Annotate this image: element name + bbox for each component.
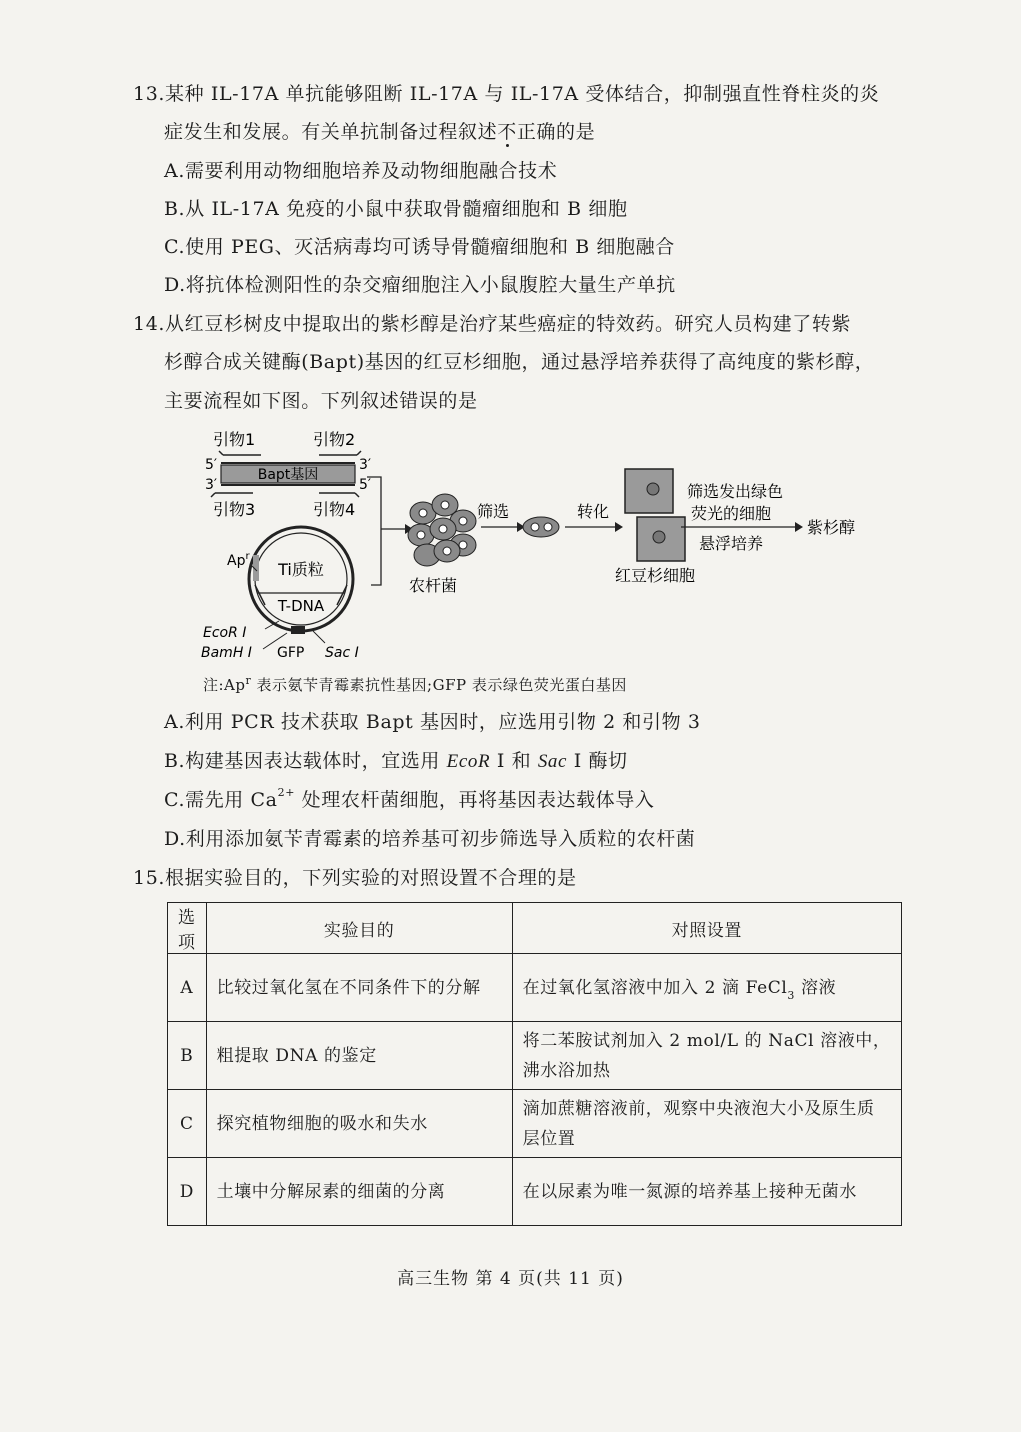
q14-flow-diagram: [195, 425, 875, 665]
header-control: 对照设置: [512, 903, 901, 954]
gfp-label: GFP: [277, 645, 305, 661]
row-goal: 比较过氧化氢在不同条件下的分解: [206, 954, 512, 1022]
table-row: [168, 1158, 902, 1226]
yew-cells-label: 红豆杉细胞: [615, 566, 696, 585]
q13-option-b: B.从 IL-17A 免疫的小鼠中获取骨髓瘤细胞和 B 细胞: [164, 198, 628, 220]
saci-label: Sac Ⅰ: [325, 645, 359, 661]
table-row: [168, 1022, 902, 1090]
primer1-label: 引物1: [213, 430, 256, 449]
q13-stem-text: 症发生和发展。有关单抗制备过程叙述: [164, 121, 498, 143]
row-goal: 粗提取 DNA 的鉴定: [206, 1022, 512, 1090]
bamhi-label: BamH Ⅰ: [201, 645, 252, 661]
five-prime-top: 5′: [205, 457, 218, 473]
ecori-label: EcoR Ⅰ: [203, 625, 247, 641]
q14-stem-line3: 主要流程如下图。下列叙述错误的是: [164, 390, 478, 412]
table-row: [168, 954, 902, 1022]
screen-label: 筛选: [477, 502, 510, 521]
q13-option-c: C.使用 PEG、灭活病毒均可诱导骨髓瘤细胞和 B 细胞融合: [164, 236, 675, 258]
q14-option-a: A.利用 PCR 技术获取 Bapt 基因时，应选用引物 2 和引物 3: [164, 711, 701, 733]
screen-green-label-2: 荧光的细胞: [691, 504, 772, 523]
header-option: 选项: [168, 903, 207, 954]
three-prime-top: 3′: [359, 457, 372, 473]
q14-option-c: C.需先用 $Ca^{2+}$ 处理农杆菌细胞，再将基因表达载体导入: [164, 786, 655, 811]
primer3-label: 引物3: [213, 500, 256, 519]
tdna-label: T-DNA: [277, 597, 325, 615]
row-control: 在以尿素为唯一氮源的培养基上接种无菌水: [512, 1158, 901, 1226]
q14-option-d: D.利用添加氨苄青霉素的培养基可初步筛选导入质粒的农杆菌: [164, 828, 696, 850]
gfp-segment: [291, 626, 305, 634]
row-control: 在过氧化氢溶液中加入 2 滴 FeCl3 溶液: [512, 954, 901, 1022]
q15-stem: 15.根据实验目的，下列实验的对照设置不合理的是: [133, 867, 577, 889]
primer2-label: 引物2: [313, 430, 356, 449]
row-control: 滴加蔗糖溶液前，观察中央液泡大小及原生质层位置: [512, 1090, 901, 1158]
table-row: [168, 1090, 902, 1158]
taxol-label: 紫杉醇: [807, 518, 856, 537]
q14-stem-line2: 杉醇合成关键酶(Bapt)基因的红豆杉细胞，通过悬浮培养获得了高纯度的紫杉醇，: [164, 351, 875, 373]
q13-stem-line1: 13.某种 IL-17A 单抗能够阻断 IL-17A 与 IL-17A 受体结合，抑制强直性脊柱炎的炎: [133, 83, 880, 105]
ti-plasmid-label: Ti质粒: [278, 560, 324, 579]
row-option: B: [168, 1022, 207, 1090]
agrobacterium-label: 农杆菌: [409, 576, 458, 595]
primer4-label: 引物4: [313, 500, 356, 519]
row-goal: 土壤中分解尿素的细菌的分离: [206, 1158, 512, 1226]
q15-table: [167, 902, 902, 1226]
header-goal: 实验目的: [206, 903, 512, 954]
q13-option-d: D.将抗体检测阳性的杂交瘤细胞注入小鼠腹腔大量生产单抗: [164, 274, 676, 296]
agrobacterium-cluster: [408, 494, 476, 566]
page-footer: 高三生物 第 4 页(共 11 页): [397, 1269, 624, 1289]
row-option: D: [168, 1158, 207, 1226]
five-prime-bottom: 5′: [359, 477, 372, 493]
selected-agrobacterium: [523, 517, 559, 537]
q13-option-a: A.需要利用动物细胞培养及动物细胞融合技术: [164, 160, 558, 182]
ti-plasmid-circle: [249, 527, 353, 631]
row-option: C: [168, 1090, 207, 1158]
suspension-label: 悬浮培养: [699, 534, 764, 553]
q13-stem-line2: [164, 118, 595, 146]
row-option: A: [168, 954, 207, 1022]
q14-diagram-note: 注:Ap$^r$ 表示氨苄青霉素抗性基因;GFP 表示绿色荧光蛋白基因: [203, 674, 627, 694]
three-prime-bottom: 3′: [205, 477, 218, 493]
q14-option-b: B.构建基因表达载体时，宜选用 EcoR Ⅰ 和 Sac Ⅰ 酶切: [164, 750, 628, 772]
q14-stem-line1: 14.从红豆杉树皮中提取出的紫杉醇是治疗某些癌症的特效药。研究人员构建了转紫: [133, 313, 852, 335]
screen-green-label-1: 筛选发出绿色: [687, 482, 784, 501]
table-header-row: [168, 903, 902, 954]
apr-label: Ap$^r$: [227, 551, 250, 569]
bapt-gene-label: Bapt基因: [257, 467, 319, 483]
row-control: 将二苯胺试剂加入 2 mol/L 的 NaCl 溶液中，沸水浴加热: [512, 1022, 901, 1090]
q13-stem-text-end: 正确的是: [516, 121, 596, 143]
q13-emphasis: 不: [497, 121, 517, 143]
transform-label: 转化: [577, 502, 610, 521]
row-goal: 探究植物细胞的吸水和失水: [206, 1090, 512, 1158]
